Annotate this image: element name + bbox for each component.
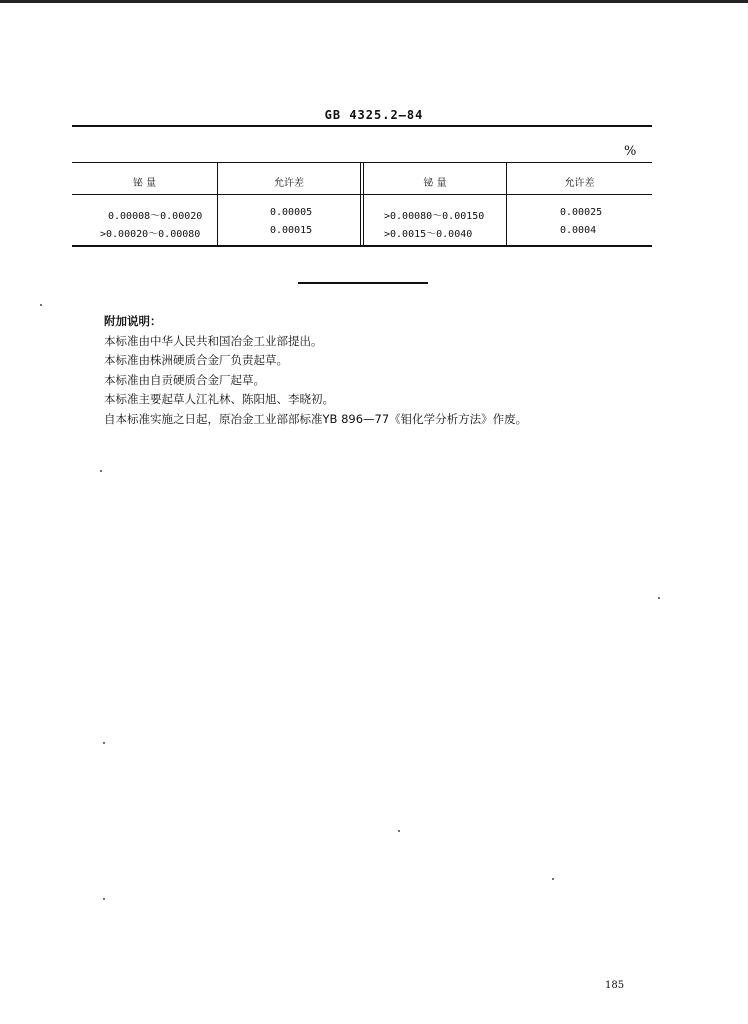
- scan-speck: [103, 898, 105, 900]
- table-header-top-rule: [72, 162, 652, 163]
- table-bottom-rule: [72, 245, 652, 247]
- unit-label: %: [624, 144, 637, 159]
- page-number: 185: [605, 980, 625, 991]
- notes-line: 本标准主要起草人江礼林、陈阳旭、李晓初。: [104, 392, 334, 406]
- column-header: 铋 量: [423, 178, 447, 189]
- column-header: 铋 量: [132, 178, 157, 189]
- scan-speck: [40, 304, 42, 306]
- table-cell: >0.00080～0.00150: [384, 211, 485, 222]
- scan-speck: [552, 878, 554, 880]
- scan-speck: [658, 597, 660, 599]
- notes-line: 自本标准实施之日起，原冶金工业部部标准YB 896—77《钼化学分析方法》作废。: [104, 411, 528, 426]
- notes-line: 本标准由株洲硬质合金厂负责起草。: [104, 353, 288, 367]
- top-border: [0, 0, 748, 3]
- scan-speck: [103, 742, 105, 744]
- table-cell: >0.0015～0.0040: [384, 229, 473, 240]
- notes-line: 本标准由自贡硬质合金厂起草。: [104, 372, 265, 387]
- table-cell: 0.00005: [270, 207, 313, 218]
- standard-code: GB 4325.2—84: [324, 108, 424, 122]
- additional-notes: [104, 312, 527, 429]
- column-header: 允许差: [274, 178, 304, 189]
- table-cell: 0.0004: [560, 225, 597, 236]
- table-cell: >0.00020～0.00080: [100, 229, 201, 240]
- notes-line: 本标准由中华人民共和国冶金工业部提出。: [104, 333, 323, 348]
- table-cell: 0.00025: [560, 207, 603, 218]
- column-divider-double: [360, 162, 361, 246]
- table-top-rule: [72, 125, 652, 127]
- table-cell: 0.00015: [270, 225, 313, 236]
- table-header-bottom-rule: [72, 194, 652, 195]
- section-separator: [298, 282, 428, 284]
- column-header: 允许差: [564, 178, 595, 189]
- scan-speck: [398, 830, 400, 832]
- table-cell: 0.00008～0.00020: [108, 211, 203, 222]
- scan-speck: [100, 470, 102, 472]
- notes-title: 附加说明：: [104, 314, 162, 328]
